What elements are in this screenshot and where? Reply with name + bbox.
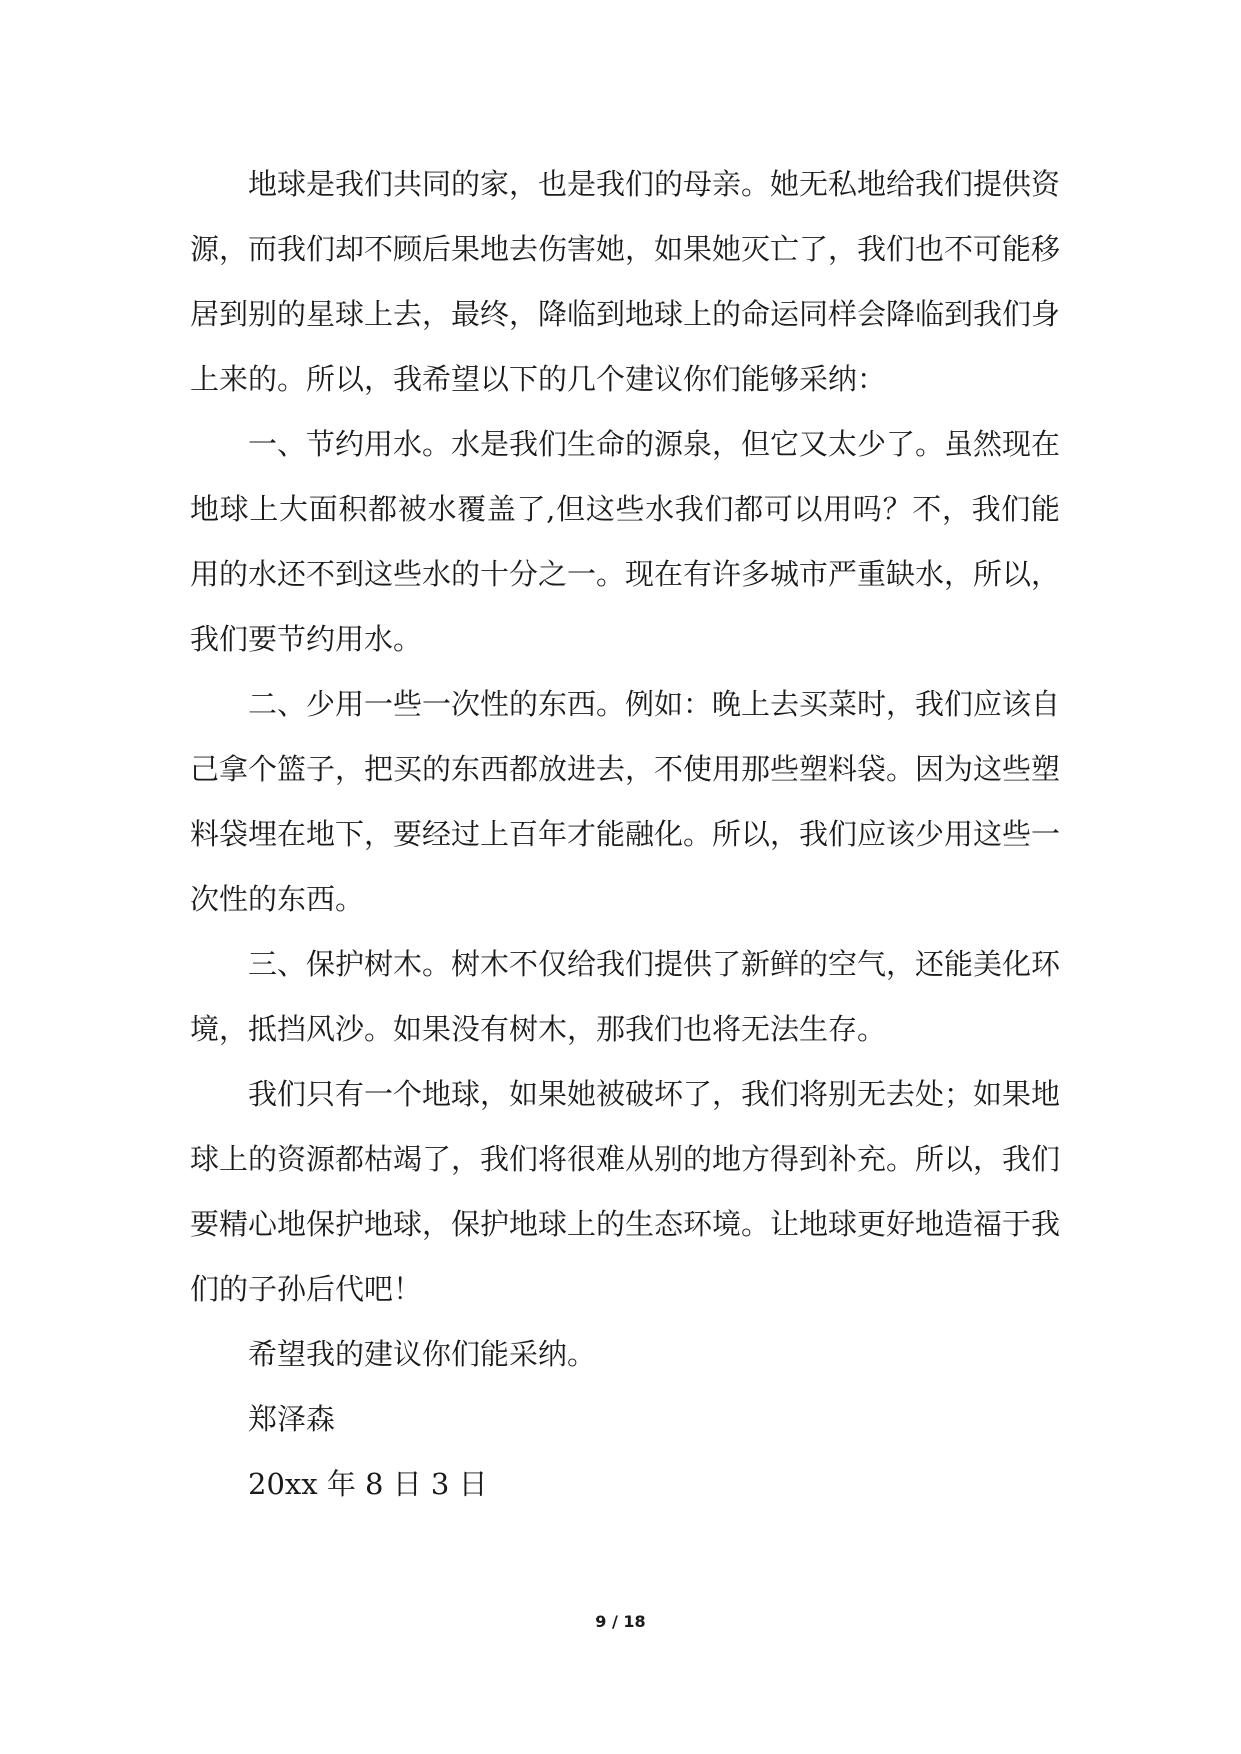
paragraph-closing: 希望我的建议你们能采纳。: [248, 1337, 597, 1371]
document-date: 20xx 年 8 日 3 日: [248, 1467, 488, 1501]
paragraph-save-water: 一、节约用水。水是我们生命的源泉，但它又太少了。虽然现在地球上大面积都被水覆盖了,但这些水我们都可以用吗？不，我们能用的水还不到这些水的十分之一。现在有许多城市严重缺水，所以，我们要节约用水。: [190, 427, 1061, 656]
paragraph-conclusion: 我们只有一个地球，如果她被破坏了，我们将别无去处；如果地球上的资源都枯竭了，我们将很难从别的地方得到补充。所以，我们要精心地保护地球，保护地球上的生态环境。让地球更好地造福于我们的子孙后代吧！: [190, 1077, 1061, 1306]
paragraph-intro: 地球是我们共同的家，也是我们的母亲。她无私地给我们提供资源，而我们却不顾后果地去伤害她，如果她灭亡了，我们也不可能移居到别的星球上去，最终，降临到地球上的命运同样会降临到我们身上来的。所以，我希望以下的几个建议你们能够采纳：: [190, 167, 1061, 396]
page-content: [190, 152, 1060, 1517]
paragraph-less-disposables: 二、少用一些一次性的东西。例如：晚上去买菜时，我们应该自己拿个篮子，把买的东西都放进去，不使用那些塑料袋。因为这些塑料袋埋在地下，要经过上百年才能融化。所以，我们应该少用这些一次性的东西。: [190, 687, 1061, 916]
paragraph-protect-trees: 三、保护树木。树木不仅给我们提供了新鲜的空气，还能美化环境，抵挡风沙。如果没有树木，那我们也将无法生存。: [190, 947, 1061, 1046]
page-number: 9 / 18: [595, 1612, 646, 1631]
author-signature: 郑泽森: [248, 1402, 336, 1436]
